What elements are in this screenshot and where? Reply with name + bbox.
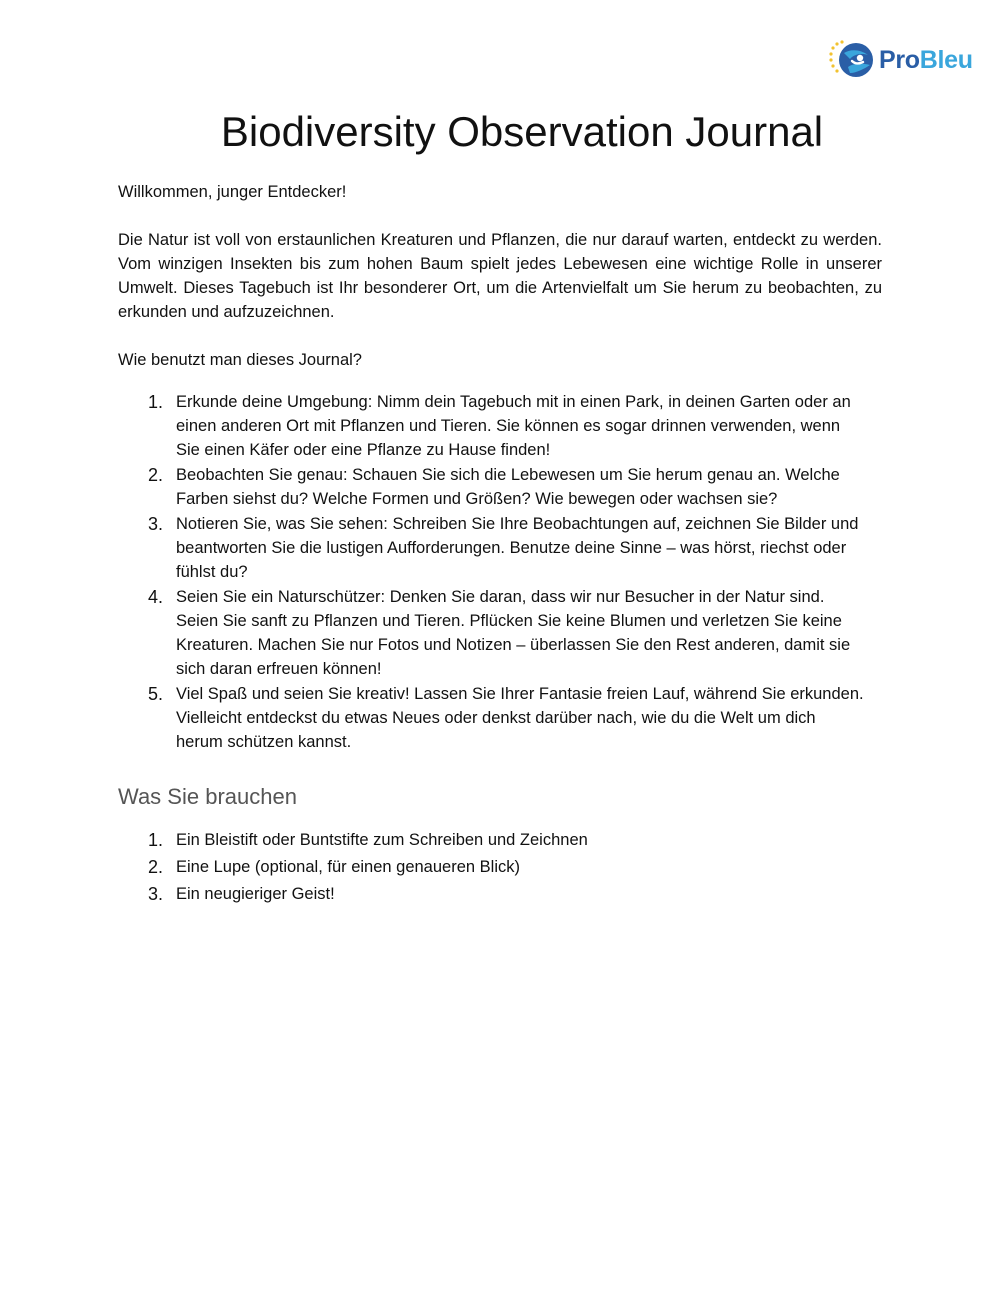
list-item-text: Viel Spaß und seien Sie kreativ! Lassen Sie Ihrer Fantasie freien Lauf, während Sie erkunden. Vielleicht entdeckst du etwas Neues oder denkst darüber nach, wie du die Welt um dich herum schützen kannst. — [176, 685, 864, 751]
logo-wordmark — [879, 45, 973, 74]
greeting: Willkommen, junger Entdecker! — [118, 183, 347, 201]
list-number: 5. — [148, 684, 164, 704]
list-item-text: Eine Lupe (optional, für einen genaueren Blick) — [176, 858, 520, 876]
list-item-text: Notieren Sie, was Sie sehen: Schreiben Sie Ihre Beobachtungen auf, zeichnen Sie Bilder und beantworten Sie die lustigen Aufforderungen. Benutze deine Sinne – was hörst, riechst oder fühlst du? — [176, 515, 859, 581]
list-item-text: Ein Bleistift oder Buntstifte zum Schreiben und Zeichnen — [176, 831, 588, 849]
probleu-logo — [828, 38, 973, 82]
list-item-text: Erkunde deine Umgebung: Nimm dein Tagebuch mit in einen Park, in deinen Garten oder an einen anderen Ort mit Pflanzen und Tieren. Sie können es sogar drinnen verwenden, wenn Sie einen Käfer oder eine Pflanze zu Hause finden! — [176, 393, 851, 459]
list-item-text: Seien Sie ein Naturschützer: Denken Sie daran, dass wir nur Besucher in der Natur sind. Seien Sie sanft zu Pflanzen und Tieren. Pflücken Sie keine Blumen und verletzen Sie keine Kreaturen. Machen Sie nur Fotos und Notizen – überlassen Sie den Rest anderen, damit sie sich daran erfreuen können! — [176, 588, 851, 678]
list-item — [118, 463, 866, 511]
probleu-logo-icon — [828, 39, 874, 81]
intro-paragraph: Die Natur ist voll von erstaunlichen Kreaturen und Pflanzen, die nur darauf warten, entdeckt zu werden. Vom winzigen Insekten bis zum hohen Baum spielt jedes Lebewesen eine wichtige Rolle in unserer Umwelt. Dieses Tagebuch ist Ihr besonderer Ort, um die Artenvielfalt um Sie herum zu beobachten, zu erkunden und aufzuzeichnen. — [118, 231, 882, 321]
list-number: 3. — [148, 514, 164, 534]
list-item — [118, 882, 866, 906]
list-item — [118, 855, 866, 879]
logo-text-pro: Pro — [879, 45, 920, 74]
page-title: Biodiversity Observation Journal — [220, 108, 824, 155]
list-number: 2. — [148, 465, 164, 485]
list-item — [118, 828, 866, 852]
list-item — [118, 390, 866, 462]
document-body — [118, 180, 882, 909]
list-number: 4. — [148, 587, 164, 607]
logo-text-bleu: Bleu — [919, 45, 973, 74]
steps-list — [118, 390, 882, 754]
list-number: 3. — [148, 884, 164, 904]
how-to-heading: Wie benutzt man dieses Journal? — [118, 351, 362, 369]
list-item — [118, 682, 866, 754]
list-item — [118, 512, 866, 584]
needs-list — [118, 828, 882, 906]
list-item — [118, 585, 866, 681]
needs-heading: Was Sie brauchen — [118, 784, 297, 809]
list-number: 1. — [148, 830, 164, 850]
list-item-text: Ein neugieriger Geist! — [176, 885, 335, 903]
list-number: 1. — [148, 392, 164, 412]
list-number: 2. — [148, 857, 164, 877]
list-item-text: Beobachten Sie genau: Schauen Sie sich die Lebewesen um Sie herum genau an. Welche Farben siehst du? Welche Formen und Größen? Wie bewegen oder wachsen sie? — [176, 466, 840, 508]
